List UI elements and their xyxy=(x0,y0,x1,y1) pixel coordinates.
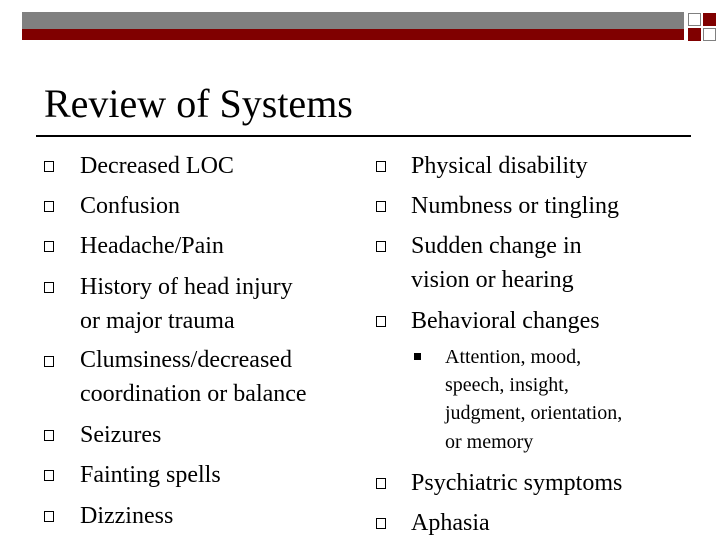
list-item-text-continued: vision or hearing xyxy=(411,267,574,293)
list-item-text: Seizures xyxy=(80,422,162,448)
header-bar-gray xyxy=(22,12,684,29)
list-item-text: Sudden change in xyxy=(411,233,582,259)
corner-square-filled xyxy=(703,13,716,26)
list-item-text-continued: coordination or balance xyxy=(80,381,307,407)
filled-square-sub-bullet-icon xyxy=(414,353,421,360)
list-item-text: Dizziness xyxy=(80,503,174,529)
slide-title: Review of Systems xyxy=(44,81,353,126)
list-item-text: Physical disability xyxy=(411,153,588,179)
list-item-text: Psychiatric symptoms xyxy=(411,470,623,496)
list-item-text-continued: or major trauma xyxy=(80,308,235,334)
corner-square-outline xyxy=(688,13,701,26)
hollow-square-bullet-icon xyxy=(376,518,386,529)
corner-square-outline xyxy=(703,28,716,41)
hollow-square-bullet-icon xyxy=(376,161,386,172)
hollow-square-bullet-icon xyxy=(44,356,54,367)
list-item-text: History of head injury xyxy=(80,274,293,300)
hollow-square-bullet-icon xyxy=(44,430,54,441)
hollow-square-bullet-icon xyxy=(44,282,54,293)
sub-item-text-continued: speech, insight, xyxy=(445,374,569,396)
hollow-square-bullet-icon xyxy=(44,241,54,252)
hollow-square-bullet-icon xyxy=(44,470,54,481)
sub-item-text-continued: or memory xyxy=(445,431,534,453)
list-item-text: Fainting spells xyxy=(80,462,221,488)
hollow-square-bullet-icon xyxy=(44,161,54,172)
hollow-square-bullet-icon xyxy=(376,201,386,212)
hollow-square-bullet-icon xyxy=(376,241,386,252)
hollow-square-bullet-icon xyxy=(376,478,386,489)
title-divider xyxy=(36,135,691,137)
hollow-square-bullet-icon xyxy=(376,316,386,327)
list-item-text: Decreased LOC xyxy=(80,153,234,179)
hollow-square-bullet-icon xyxy=(44,511,54,522)
corner-square-filled xyxy=(688,28,701,41)
list-item-text: Behavioral changes xyxy=(411,308,600,334)
list-item-text: Aphasia xyxy=(411,510,490,536)
list-item-text: Clumsiness/decreased xyxy=(80,347,292,373)
list-item-text: Headache/Pain xyxy=(80,233,224,259)
header-bar-red xyxy=(22,29,684,40)
list-item-text: Numbness or tingling xyxy=(411,193,619,219)
hollow-square-bullet-icon xyxy=(44,201,54,212)
sub-item-text: Attention, mood, xyxy=(445,346,582,368)
sub-item-text-continued: judgment, orientation, xyxy=(445,402,623,424)
list-item-text: Confusion xyxy=(80,193,181,219)
